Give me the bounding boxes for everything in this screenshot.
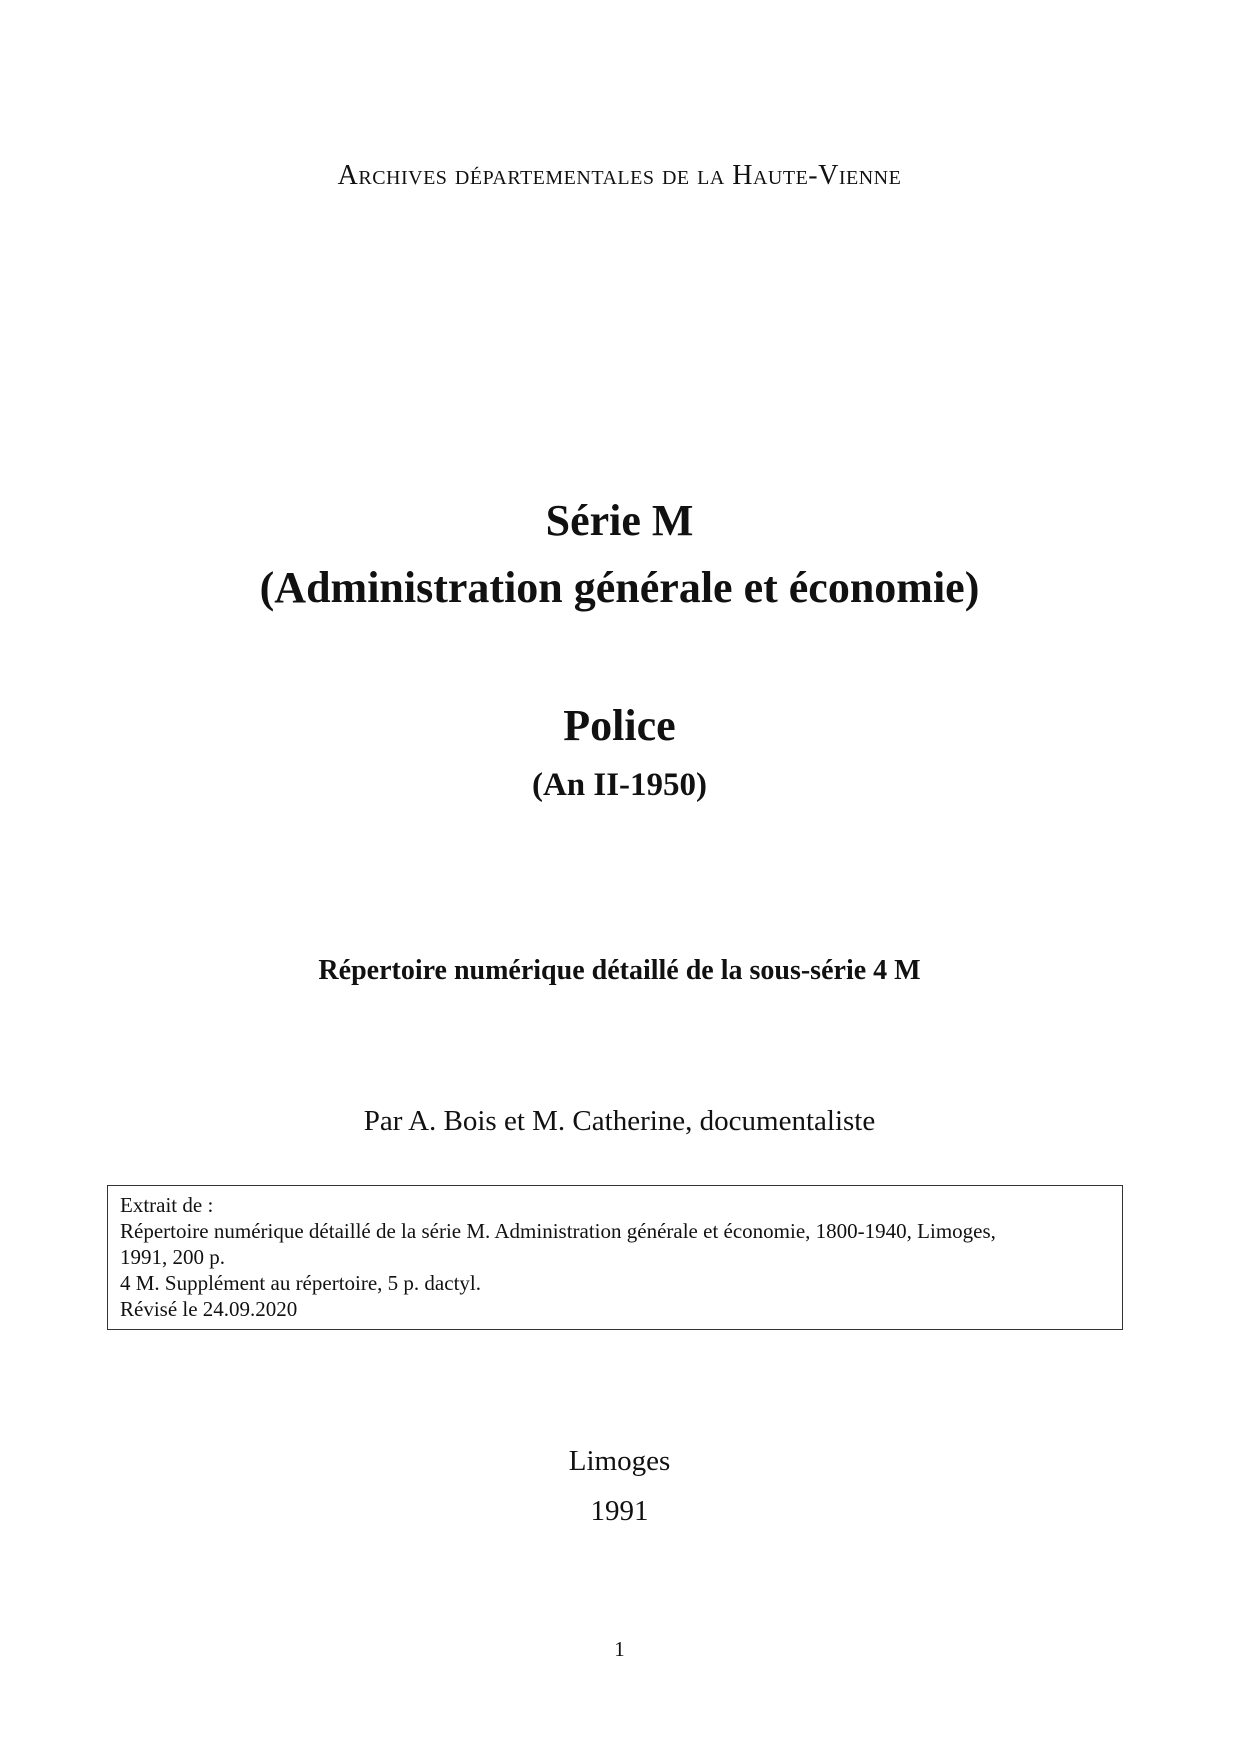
extract-line: Révisé le 24.09.2020 bbox=[120, 1297, 298, 1321]
institution-header: Archives départementales de la Haute-Vienne bbox=[337, 160, 902, 191]
authors-line: Par A. Bois et M. Catherine, documentaliste bbox=[363, 1105, 876, 1137]
series-subtitle: (Administration générale et économie) bbox=[259, 563, 980, 612]
extract-line: 1991, 200 p. bbox=[120, 1245, 225, 1269]
repertoire-title: Répertoire numérique détaillé de la sous-série 4 M bbox=[318, 955, 921, 986]
publication-place: Limoges bbox=[568, 1445, 671, 1477]
extract-line: 4 M. Supplément au répertoire, 5 p. dactyl. bbox=[120, 1271, 481, 1295]
date-range: (An II-1950) bbox=[531, 767, 708, 803]
publication-year: 1991 bbox=[590, 1495, 649, 1527]
extract-line: Extrait de : bbox=[120, 1193, 214, 1217]
page-number: 1 bbox=[614, 1637, 625, 1661]
main-title: Police bbox=[563, 701, 676, 750]
extract-box bbox=[107, 1185, 1123, 1330]
extract-line: Répertoire numérique détaillé de la série M. Administration générale et économie, 1800-1940, Limoges, bbox=[120, 1219, 996, 1243]
series-title: Série M bbox=[545, 496, 694, 545]
